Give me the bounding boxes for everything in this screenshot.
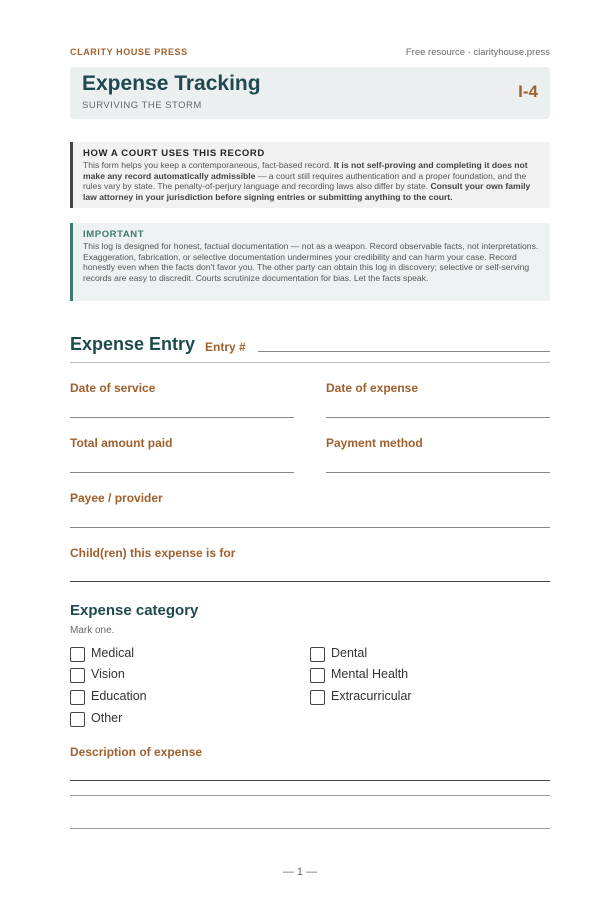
date-of-service-label: Date of service — [70, 381, 156, 395]
checkbox-icon[interactable] — [310, 668, 325, 683]
page-header — [70, 47, 550, 61]
payee-label: Payee / provider — [70, 491, 163, 505]
date-of-expense-label: Date of expense — [326, 381, 419, 395]
resource-note: Free resource · clarityhouse.press — [405, 47, 550, 58]
section-divider — [70, 362, 550, 363]
important-heading: IMPORTANT — [83, 229, 145, 240]
description-line-2[interactable] — [70, 795, 550, 796]
children-field[interactable] — [70, 581, 550, 582]
entry-number-field[interactable] — [258, 351, 550, 352]
page-subtitle: SURVIVING THE STORM — [82, 100, 202, 111]
children-label: Child(ren) this expense is for — [70, 546, 236, 560]
category-title: Expense category — [70, 602, 199, 619]
checkbox-icon[interactable] — [70, 647, 85, 662]
form-id: I-4 — [518, 82, 538, 101]
date-of-expense-field[interactable] — [326, 417, 550, 418]
court-use-text: This form helps you keep a contemporaneous, fact-based record. It is not self-proving and completing it does not make any record automatically admissible — a court still requires authentication and a proper foundation, and the rules vary by state. The penalty-of-perjury language and recording laws also differ by state. Consult your own family law attorney in your jurisdiction before signing entries or submitting anything to the court. — [83, 160, 531, 203]
payee-field[interactable] — [70, 527, 550, 528]
important-callout — [70, 223, 550, 301]
page-number: — 1 — — [282, 866, 318, 878]
date-of-service-field[interactable] — [70, 417, 294, 418]
publisher-name: CLARITY HOUSE PRESS — [70, 47, 188, 57]
entry-title: Expense Entry — [70, 334, 196, 354]
page-title: Expense Tracking — [82, 72, 261, 95]
checkbox-icon[interactable] — [70, 712, 85, 727]
entry-number-label: Entry # — [205, 340, 246, 354]
category-note: Mark one. — [70, 625, 115, 636]
payment-method-label: Payment method — [326, 436, 423, 450]
checkbox-icon[interactable] — [70, 668, 85, 683]
important-text: This log is designed for honest, factual documentation — not as a weapon. Record observable facts, not interpretations. Exaggeration, fabrication, or selective documentation undermines your credibility and can harm your case. Record honestly even when the facts don't favor you. The other party can obtain this log in discovery; selective or self-serving records are easy to discredit. Courts scrutinize documentation for bias. Let the facts speak. — [83, 241, 539, 284]
title-banner — [70, 67, 550, 119]
payment-method-field[interactable] — [326, 472, 550, 473]
checkbox-icon[interactable] — [310, 690, 325, 705]
total-amount-field[interactable] — [70, 472, 294, 473]
checkbox-icon[interactable] — [310, 647, 325, 662]
description-line-1[interactable] — [70, 780, 550, 781]
court-use-heading: HOW A COURT USES THIS RECORD — [83, 148, 265, 159]
description-line-3[interactable] — [70, 828, 550, 829]
description-label: Description of expense — [70, 745, 203, 759]
court-use-callout — [70, 142, 550, 208]
checkbox-icon[interactable] — [70, 690, 85, 705]
total-amount-label: Total amount paid — [70, 436, 173, 450]
